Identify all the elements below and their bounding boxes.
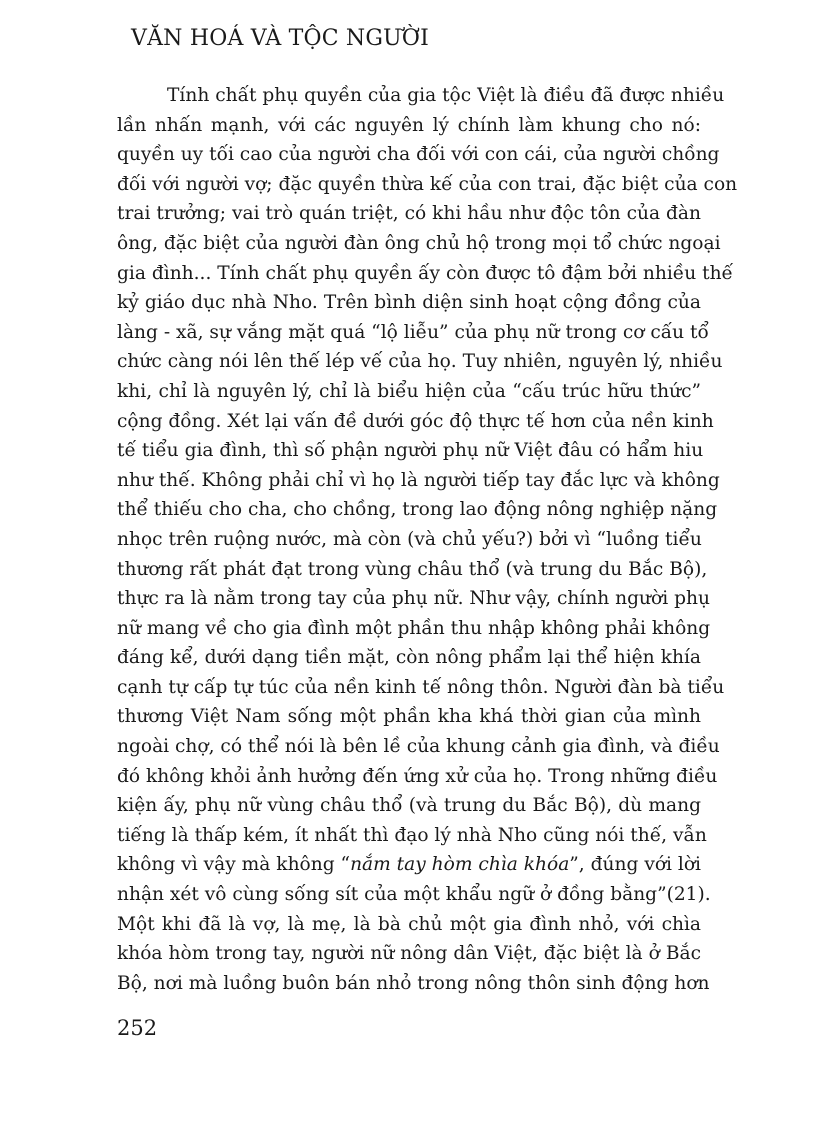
text-line: đáng kể, dưới dạng tiền mặt, còn nông phẩm lại thể hiện khía <box>117 647 701 669</box>
text-line: nhọc trên ruộng nước, mà còn (và chủ yếu?) bởi vì “luồng tiểu <box>117 528 702 550</box>
text-line: thương rất phát đạt trong vùng châu thổ (và trung du Bắc Bộ), <box>117 558 708 580</box>
text-line: thương Việt Nam sống một phần kha khá thời gian của mình <box>117 706 701 728</box>
text-line: đó không khỏi ảnh hưởng đến ứng xử của họ. Trong những điều <box>117 765 718 787</box>
page-number: 252 <box>117 1016 158 1040</box>
text-line: chức càng nói lên thế lép vế của họ. Tuy nhiên, nguyên lý, nhiều <box>117 351 723 373</box>
text-line: cạnh tự cấp tự túc của nền kinh tế nông thôn. Người đàn bà tiểu <box>117 676 725 698</box>
text-line: ngoài chợ, có thể nói là bên lề của khung cảnh gia đình, và điều <box>117 736 720 758</box>
text-segment: không vì vậy mà không “ <box>117 854 351 876</box>
text-line: Bộ, nơi mà luồng buôn bán nhỏ trong nông thôn sinh động hơn <box>117 972 710 994</box>
text-segment: ”, đúng với lời <box>569 854 701 876</box>
text-line: cộng đồng. Xét lại vấn đề dưới góc độ thực tế hơn của nền kinh <box>117 410 714 432</box>
text-line: khi, chỉ là nguyên lý, chỉ là biểu hiện của “cấu trúc hữu thức” <box>117 380 701 402</box>
text-line: Một khi đã là vợ, là mẹ, là bà chủ một gia đình nhỏ, với chìa <box>117 913 701 935</box>
text-line: gia đình... Tính chất phụ quyền ấy còn được tô đậm bởi nhiều thế <box>117 262 733 284</box>
text-line: ông, đặc biệt của người đàn ông chủ hộ trong mọi tổ chức ngoại <box>117 232 721 254</box>
text-line: Tính chất phụ quyền của gia tộc Việt là điều đã được nhiều <box>167 85 725 106</box>
text-line: quyền uy tối cao của người cha đối với con cái, của người chồng <box>117 144 720 166</box>
text-line: lần nhấn mạnh, với các nguyên lý chính làm khung cho nó: <box>117 114 701 136</box>
text-line: tế tiểu gia đình, thì số phận người phụ nữ Việt đâu có hẩm hiu <box>117 440 704 462</box>
text-line: trai trưởng; vai trò quán triệt, có khi hầu như độc tôn của đàn <box>117 203 701 225</box>
running-head: VĂN HOÁ VÀ TỘC NGƯỜI <box>131 26 430 51</box>
text-line: làng - xã, sự vắng mặt quá “lộ liễu” của phụ nữ trong cơ cấu tổ <box>117 321 709 343</box>
body-paragraph <box>117 81 738 998</box>
text-line: như thế. Không phải chỉ vì họ là người tiếp tay đắc lực và không <box>117 469 720 491</box>
text-line: tiếng là thấp kém, ít nhất thì đạo lý nhà Nho cũng nói thế, vẫn <box>117 824 707 846</box>
text-line: kỷ giáo dục nhà Nho. Trên bình diện sinh hoạt cộng đồng của <box>117 292 701 314</box>
text-line: thể thiếu cho cha, cho chồng, trong lao động nông nghiệp nặng <box>117 499 718 521</box>
text-line: khóa hòm trong tay, người nữ nông dân Việt, đặc biệt là ở Bắc <box>117 943 701 965</box>
text-line: đối với người vợ; đặc quyền thừa kế của con trai, đặc biệt của con <box>117 173 738 195</box>
italic-quote: nắm tay hòm chìa khóa <box>350 854 570 876</box>
text-line: thực ra là nằm trong tay của phụ nữ. Như vậy, chính người phụ <box>117 588 710 610</box>
text-line: nhận xét vô cùng sống sít của một khẩu ngữ ở đồng bằng”(21). <box>117 884 711 906</box>
text-line: nữ mang về cho gia đình một phần thu nhập không phải không <box>117 617 711 639</box>
text-line: kiện ấy, phụ nữ vùng châu thổ (và trung du Bắc Bộ), dù mang <box>117 795 701 817</box>
text-line-with-quote <box>117 850 701 880</box>
